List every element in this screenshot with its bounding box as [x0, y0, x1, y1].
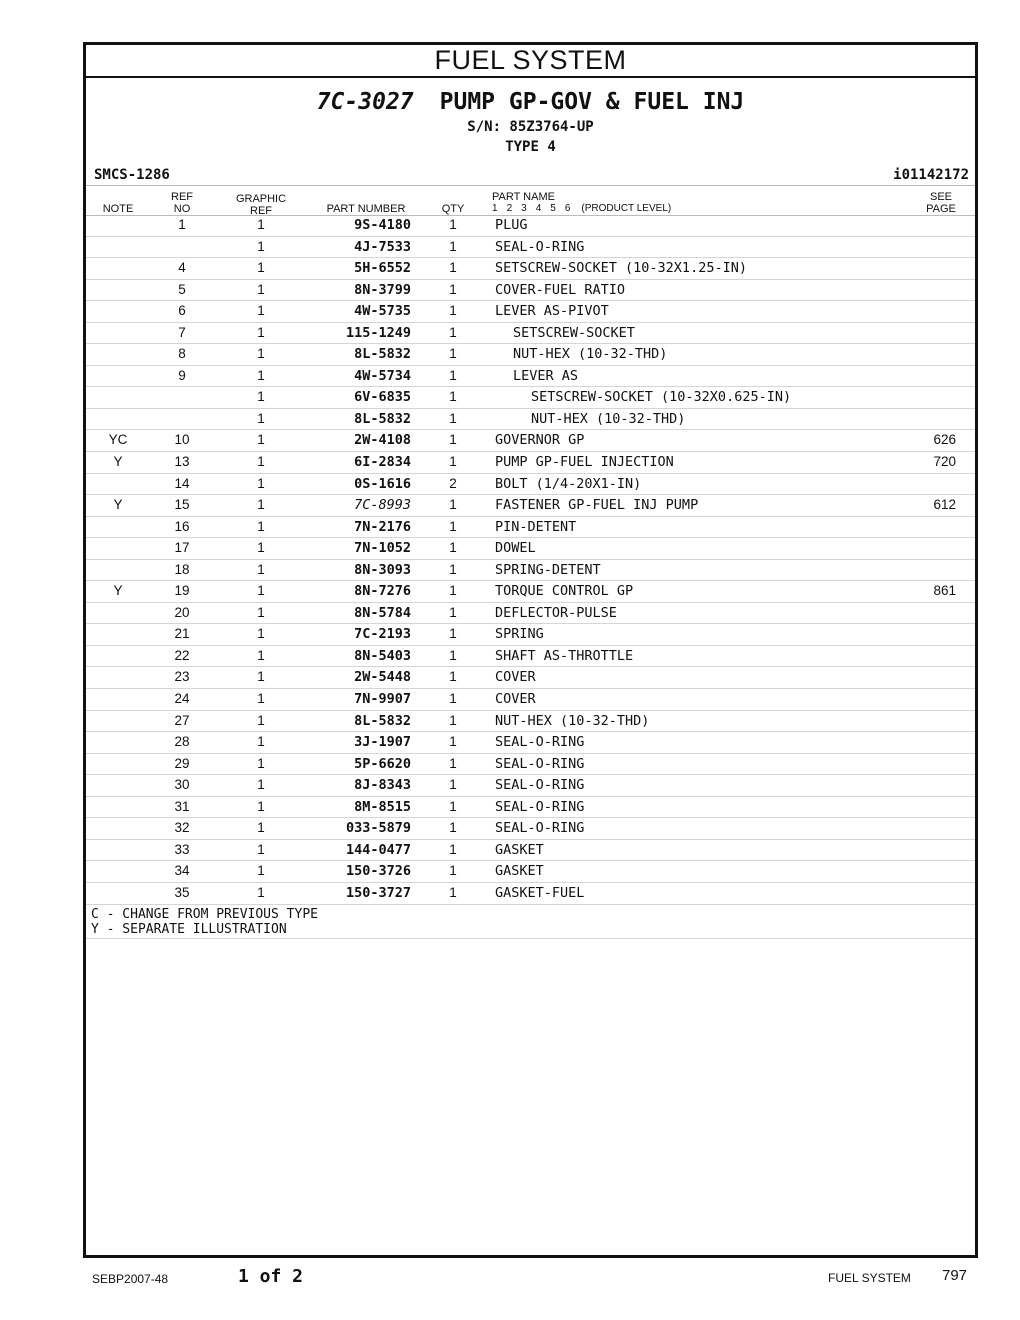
ref-no-cell: 35 [174, 884, 190, 900]
qty-cell: 1 [449, 540, 457, 556]
table-row [86, 538, 975, 560]
qty-cell: 2 [449, 475, 457, 491]
qty-cell: 1 [449, 777, 457, 793]
graphic-ref-cell: 1 [257, 604, 265, 620]
part-number-cell: 5P-6620 [354, 755, 411, 772]
ref-no-cell: 15 [174, 497, 190, 513]
section-title-bar [86, 45, 975, 78]
ref-no-cell: 21 [174, 626, 190, 642]
table-row [86, 732, 975, 754]
graphic-ref-cell: 1 [257, 217, 265, 232]
ref-no-cell: 8 [178, 346, 186, 362]
part-number-cell: 150-3726 [345, 863, 411, 880]
ref-no-cell: 14 [174, 475, 190, 491]
qty-cell: 1 [449, 346, 457, 362]
header-part-name-top: PART NAME [492, 191, 555, 203]
header-ref [162, 191, 202, 215]
part-name-cell: PIN-DETENT [495, 518, 577, 535]
qty-cell: 1 [449, 647, 457, 663]
table-row [86, 560, 975, 582]
qty-cell: 1 [449, 410, 457, 426]
header-see-bottom: PAGE [926, 203, 956, 215]
graphic-ref-cell: 1 [257, 798, 265, 814]
qty-cell: 1 [449, 389, 457, 405]
part-number-cell: 3J-1907 [354, 734, 411, 751]
header-part-number: PART NUMBER [326, 203, 406, 215]
note-separate: Y - SEPARATE ILLUSTRATION [91, 921, 287, 937]
part-name-cell: PUMP GP-FUEL INJECTION [495, 454, 674, 471]
part-name-cell: DOWEL [495, 540, 536, 557]
qty-cell: 1 [449, 497, 457, 513]
qty-cell: 1 [449, 561, 457, 577]
part-name-cell: GASKET [495, 863, 544, 880]
table-row [86, 258, 975, 280]
part-name-cell: GASKET-FUEL [495, 884, 585, 901]
qty-cell: 1 [449, 884, 457, 900]
graphic-ref-cell: 1 [257, 691, 265, 707]
qty-cell: 1 [449, 324, 457, 340]
graphic-ref-cell: 1 [257, 777, 265, 793]
ref-no-cell: 9 [178, 367, 186, 383]
notes-divider [86, 938, 975, 939]
qty-cell: 1 [449, 755, 457, 771]
part-name-cell: SEAL-O-RING [495, 734, 585, 751]
part-name-cell: SETSCREW-SOCKET [513, 324, 635, 341]
part-number-cell: 7C-8993 [354, 497, 411, 514]
part-name-cell: BOLT (1/4-20X1-IN) [495, 475, 642, 492]
part-number-cell: 8N-7276 [354, 583, 411, 600]
part-number-cell: 0S-1616 [354, 475, 411, 492]
parts-table [86, 215, 975, 905]
type-label: TYPE 4 [505, 139, 556, 155]
ref-no-cell: 20 [174, 604, 190, 620]
graphic-ref-cell: 1 [257, 712, 265, 728]
ref-no-cell: 16 [174, 518, 190, 534]
graphic-ref-cell: 1 [257, 583, 265, 599]
level-5: 5 [550, 203, 556, 214]
qty-cell: 1 [449, 820, 457, 836]
table-row [86, 775, 975, 797]
ref-no-cell: 31 [174, 798, 190, 814]
note-cell: Y [113, 497, 123, 513]
ref-no-cell: 27 [174, 712, 190, 728]
ref-no-cell: 13 [174, 454, 190, 470]
part-number-cell: 7N-9907 [354, 691, 411, 708]
graphic-ref-cell: 1 [257, 410, 265, 426]
header-ref-top: REF [171, 191, 193, 203]
qty-cell: 1 [449, 583, 457, 599]
level-3: 3 [521, 203, 527, 214]
part-number-cell: 8J-8343 [354, 777, 411, 794]
part-number-cell: 4W-5735 [354, 303, 411, 320]
table-row [86, 581, 975, 603]
graphic-ref-cell: 1 [257, 841, 265, 857]
table-row [86, 474, 975, 496]
part-number-cell: 115-1249 [345, 324, 411, 341]
header-see-page [916, 191, 966, 215]
part-name-cell: COVER [495, 691, 536, 708]
part-number-cell: 8N-5784 [354, 604, 411, 621]
part-number-cell: 2W-4108 [354, 432, 411, 449]
part-name-cell: SETSCREW-SOCKET (10-32X1.25-IN) [495, 260, 747, 277]
ref-no-cell: 4 [178, 260, 186, 276]
header-ref-bottom: NO [173, 203, 191, 215]
qty-cell: 1 [449, 432, 457, 448]
level-2: 2 [506, 203, 513, 214]
table-row [86, 301, 975, 323]
group-name: PUMP GP-GOV & FUEL INJ [439, 89, 745, 115]
qty-cell: 1 [449, 367, 457, 383]
part-name-cell: SPRING-DETENT [495, 561, 601, 578]
see-page-cell[interactable]: 626 [933, 432, 956, 448]
graphic-ref-cell: 1 [257, 367, 265, 383]
part-name-cell: SEAL-O-RING [495, 755, 585, 772]
part-number-cell: 5H-6552 [354, 260, 411, 277]
ref-no-cell: 17 [174, 540, 190, 556]
product-level-label: (PRODUCT LEVEL) [581, 203, 672, 214]
qty-cell: 1 [449, 238, 457, 254]
notes-legend [86, 907, 975, 939]
table-row [86, 883, 975, 905]
table-row [86, 280, 975, 302]
qty-cell: 1 [449, 669, 457, 685]
part-number-cell: 8L-5832 [354, 346, 411, 363]
table-row [86, 797, 975, 819]
qty-cell: 1 [449, 734, 457, 750]
ref-no-cell: 22 [174, 647, 190, 663]
part-name-cell: DEFLECTOR-PULSE [495, 604, 617, 621]
table-row [86, 689, 975, 711]
qty-cell: 1 [449, 863, 457, 879]
graphic-ref-cell: 1 [257, 884, 265, 900]
illustration-id: i01142172 [893, 167, 969, 183]
table-row [86, 711, 975, 733]
ref-no-cell: 6 [178, 303, 186, 319]
ref-no-cell: 19 [174, 583, 190, 599]
table-row [86, 603, 975, 625]
group-heading [86, 89, 975, 115]
graphic-ref-cell: 1 [257, 561, 265, 577]
header-graphic-ref [226, 191, 296, 217]
table-row [86, 387, 975, 409]
part-number-cell: 8M-8515 [354, 798, 411, 815]
footer-page-number: 797 [942, 1267, 968, 1284]
qty-cell: 1 [449, 217, 457, 232]
graphic-ref-cell: 1 [257, 281, 265, 297]
table-row [86, 667, 975, 689]
graphic-ref-cell: 1 [257, 475, 265, 491]
section-title: FUEL SYSTEM [434, 45, 627, 75]
table-row [86, 409, 975, 431]
part-number-cell: 6I-2834 [354, 454, 411, 471]
ref-no-cell: 1 [178, 217, 186, 232]
part-number-cell: 8L-5832 [354, 712, 411, 729]
part-number-cell: 144-0477 [345, 841, 411, 858]
qty-cell: 1 [449, 626, 457, 642]
note-cell: Y [113, 454, 123, 470]
part-name-cell: GASKET [495, 841, 544, 858]
see-page-cell[interactable]: 861 [933, 583, 956, 599]
graphic-ref-cell: 1 [257, 820, 265, 836]
ref-no-cell: 5 [178, 281, 186, 297]
part-name-cell: FASTENER GP-FUEL INJ PUMP [495, 497, 699, 514]
part-name-cell: TORQUE CONTROL GP [495, 583, 634, 600]
graphic-ref-cell: 1 [257, 647, 265, 663]
graphic-ref-cell: 1 [257, 734, 265, 750]
ref-no-cell: 10 [174, 432, 190, 448]
ref-no-cell: 33 [174, 841, 190, 857]
part-number-cell: 7C-2193 [354, 626, 411, 643]
ref-no-cell: 7 [178, 324, 186, 340]
graphic-ref-cell: 1 [257, 432, 265, 448]
smcs-code: SMCS-1286 [94, 167, 170, 183]
part-number-cell: 7N-2176 [354, 518, 411, 535]
footer-section-name: FUEL SYSTEM [828, 1271, 911, 1285]
graphic-ref-cell: 1 [257, 755, 265, 771]
ref-no-cell: 30 [174, 777, 190, 793]
table-row [86, 215, 975, 237]
graphic-ref-cell: 1 [257, 454, 265, 470]
graphic-ref-cell: 1 [257, 497, 265, 513]
serial-number: S/N: 85Z3764-UP [467, 119, 594, 135]
table-row [86, 646, 975, 668]
table-row [86, 323, 975, 345]
part-number-cell: 033-5879 [345, 820, 411, 837]
qty-cell: 1 [449, 604, 457, 620]
part-name-cell: LEVER AS [513, 367, 579, 384]
table-row [86, 818, 975, 840]
qty-cell: 1 [449, 454, 457, 470]
part-name-cell: SEAL-O-RING [495, 777, 585, 794]
part-name-cell: COVER [495, 669, 536, 686]
qty-cell: 1 [449, 303, 457, 319]
table-row [86, 452, 975, 474]
part-name-cell: SEAL-O-RING [495, 798, 585, 815]
part-name-cell: SEAL-O-RING [495, 238, 585, 255]
table-row [86, 430, 975, 452]
graphic-ref-cell: 1 [257, 863, 265, 879]
part-name-cell: SHAFT AS-THROTTLE [495, 647, 634, 664]
part-name-cell: SEAL-O-RING [495, 820, 585, 837]
part-name-cell: GOVERNOR GP [495, 432, 585, 449]
level-1: 1 [492, 203, 498, 214]
graphic-ref-cell: 1 [257, 238, 265, 254]
part-number-cell: 4J-7533 [354, 238, 411, 255]
qty-cell: 1 [449, 691, 457, 707]
table-row [86, 495, 975, 517]
table-row [86, 861, 975, 883]
qty-cell: 1 [449, 518, 457, 534]
header-graphic-top: GRAPHIC [235, 193, 287, 205]
header-see-top: SEE [929, 191, 952, 203]
note-cell: Y [113, 583, 123, 599]
footer-page-count: 1 of 2 [238, 1266, 304, 1287]
ref-no-cell: 32 [174, 820, 190, 836]
part-number-cell: 8N-3093 [354, 561, 411, 578]
group-number: 7C-3027 [316, 89, 414, 115]
qty-cell: 1 [449, 712, 457, 728]
parts-page-frame [83, 42, 978, 1258]
part-name-cell: COVER-FUEL RATIO [495, 281, 626, 298]
header-graphic-bottom: REF [250, 205, 272, 217]
note-cell: YC [108, 432, 128, 448]
see-page-cell[interactable]: 612 [933, 497, 956, 513]
part-name-cell: SETSCREW-SOCKET (10-32X0.625-IN) [531, 389, 792, 406]
header-qty: QTY [441, 203, 465, 215]
note-change: C - CHANGE FROM PREVIOUS TYPE [91, 906, 318, 922]
ref-no-cell: 29 [174, 755, 190, 771]
footer-document-id: SEBP2007-48 [92, 1272, 169, 1286]
qty-cell: 1 [449, 281, 457, 297]
table-row [86, 237, 975, 259]
graphic-ref-cell: 1 [257, 518, 265, 534]
part-name-cell: NUT-HEX (10-32-THD) [513, 346, 668, 363]
see-page-cell[interactable]: 720 [933, 454, 956, 470]
table-row [86, 344, 975, 366]
header-levels [492, 203, 680, 215]
graphic-ref-cell: 1 [257, 303, 265, 319]
part-number-cell: 2W-5448 [354, 669, 411, 686]
ref-no-cell: 28 [174, 734, 190, 750]
header-part-name [492, 191, 680, 215]
graphic-ref-cell: 1 [257, 260, 265, 276]
table-row [86, 754, 975, 776]
graphic-ref-cell: 1 [257, 324, 265, 340]
ref-no-cell: 34 [174, 863, 190, 879]
part-number-cell: 6V-6835 [354, 389, 411, 406]
header-divider [86, 185, 975, 186]
table-row [86, 624, 975, 646]
part-name-cell: LEVER AS-PIVOT [495, 303, 609, 320]
part-number-cell: 7N-1052 [354, 540, 411, 557]
ref-no-cell: 24 [174, 691, 190, 707]
ref-no-cell: 18 [174, 561, 190, 577]
graphic-ref-cell: 1 [257, 626, 265, 642]
graphic-ref-cell: 1 [257, 346, 265, 362]
part-number-cell: 9S-4180 [354, 217, 411, 233]
part-number-cell: 4W-5734 [354, 367, 411, 384]
ref-no-cell: 23 [174, 669, 190, 685]
qty-cell: 1 [449, 798, 457, 814]
level-6: 6 [564, 203, 571, 214]
graphic-ref-cell: 1 [257, 669, 265, 685]
part-name-cell: NUT-HEX (10-32-THD) [495, 712, 650, 729]
part-name-cell: NUT-HEX (10-32-THD) [531, 410, 686, 427]
table-row [86, 840, 975, 862]
part-number-cell: 8L-5832 [354, 410, 411, 427]
table-row [86, 366, 975, 388]
header-note: NOTE [102, 203, 134, 215]
part-name-cell: SPRING [495, 626, 544, 643]
qty-cell: 1 [449, 841, 457, 857]
part-number-cell: 150-3727 [345, 884, 411, 901]
qty-cell: 1 [449, 260, 457, 276]
part-name-cell: PLUG [495, 217, 528, 233]
part-number-cell: 8N-3799 [354, 281, 411, 298]
graphic-ref-cell: 1 [257, 540, 265, 556]
graphic-ref-cell: 1 [257, 389, 265, 405]
table-row [86, 517, 975, 539]
part-number-cell: 8N-5403 [354, 647, 411, 664]
level-4: 4 [535, 203, 542, 214]
